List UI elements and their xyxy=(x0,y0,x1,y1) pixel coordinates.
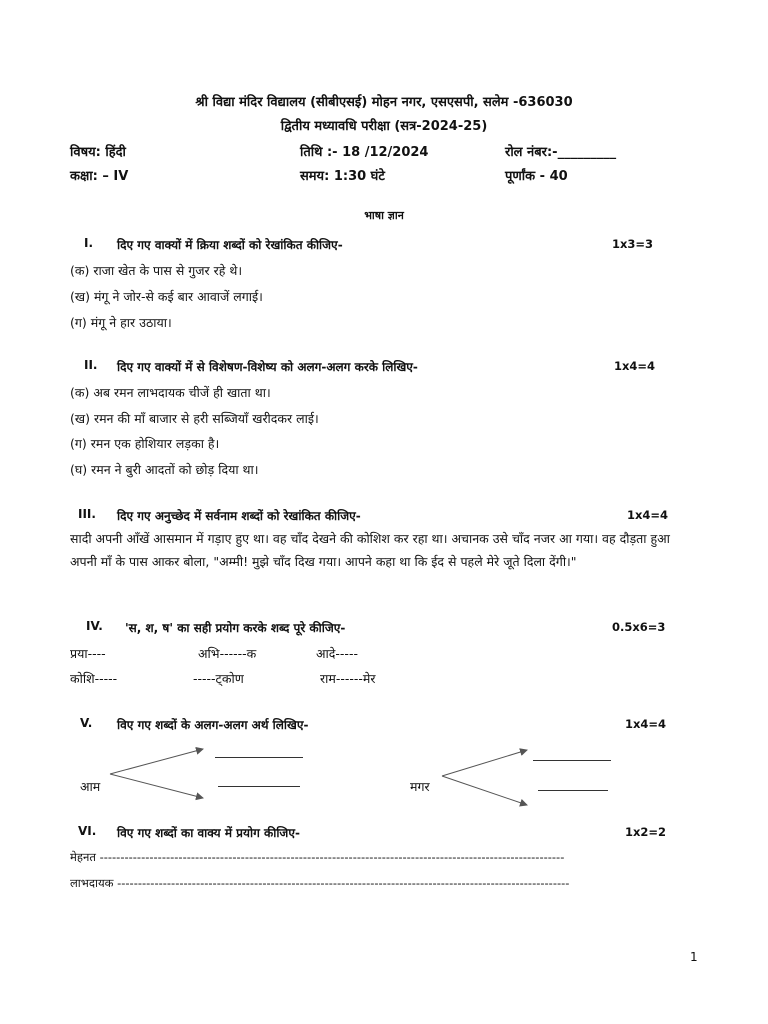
q5-word-1: आम xyxy=(80,779,101,794)
q3-number: III. xyxy=(78,507,96,521)
q5-word-2: मगर xyxy=(410,779,430,794)
q3-paragraph: सादी अपनी आँखें आसमान में गड़ाए हुए था। वह चाँद देखने की कोशिश कर रहा था। अचानक उसे चाँद नजर आ गया। वह दौड़ता हुआ अपनी माँ के पास आकर बोला, "अम्मी! मुझे चाँद दिख गया। आपने कहा था कि ईद से पहले मेरे जूते दिला देंगी।" xyxy=(70,531,670,569)
roll-number-label: रोल नंबर:-_________ xyxy=(505,145,617,160)
q4-word: राम------मेर xyxy=(320,671,376,686)
q5-title: विए गए शब्दों के अलग-अलग अर्थ लिखिए- xyxy=(117,718,309,732)
class-label: कक्षा: – IV xyxy=(70,169,129,184)
full-marks-label: पूर्णांक - 40 xyxy=(505,169,568,184)
arrow-line xyxy=(110,749,203,774)
q4-title: 'स, श, ष' का सही प्रयोग करके शब्द पूरे कीजिए- xyxy=(125,621,346,635)
q6-number: VI. xyxy=(78,824,97,838)
subject-label: विषय: हिंदी xyxy=(70,145,126,160)
q1-item: (ख) मंगू ने जोर-से कई बार आवाजें लगाई। xyxy=(70,289,263,304)
q2-title: दिए गए वाक्यों में से विशेषण-विशेष्य को अलग-अलग करके लिखिए- xyxy=(117,360,418,374)
q4-word: -----ट्कोण xyxy=(193,671,244,686)
answer-blank[interactable] xyxy=(218,786,300,787)
q2-number: II. xyxy=(84,358,98,372)
q1-title: दिए गए वाक्यों में क्रिया शब्दों को रेखांकित कीजिए- xyxy=(117,238,343,252)
q1-number: I. xyxy=(84,236,94,250)
q4-word: प्रया---- xyxy=(70,646,106,661)
q4-word: कोशि----- xyxy=(70,671,118,686)
q4-number: IV. xyxy=(86,619,103,633)
q6-title: विए गए शब्दों का वाक्य में प्रयोग कीजिए- xyxy=(117,826,300,840)
answer-blank[interactable] xyxy=(533,760,611,761)
arrow-line xyxy=(110,774,203,798)
q4-marks: 0.5x6=3 xyxy=(612,620,666,634)
exam-title: द्वितीय मध्यावधि परीक्षा (सत्र-2024-25) xyxy=(280,119,488,134)
answer-blank[interactable] xyxy=(215,757,303,758)
q2-marks: 1x4=4 xyxy=(614,359,656,373)
arrow-line xyxy=(442,750,527,776)
q4-word: आदे----- xyxy=(316,646,358,661)
q6-marks: 1x2=2 xyxy=(625,825,667,839)
q5-number: V. xyxy=(80,716,93,730)
school-name: श्री विद्या मंदिर विद्यालय (सीबीएसई) मोहन नगर, एसएसपी, सलेम -636030 xyxy=(195,95,573,110)
arrow-line xyxy=(442,776,527,805)
q4-word: अभि------क xyxy=(198,646,257,661)
q3-marks: 1x4=4 xyxy=(627,508,669,522)
q2-item: (घ) रमन ने बुरी आदतों को छोड़ दिया था। xyxy=(70,462,259,477)
date-label: तिथि :- 18 /12/2024 xyxy=(300,145,429,160)
q1-marks: 1x3=3 xyxy=(612,237,654,251)
q2-item: (ग) रमन एक होशियार लड़का है। xyxy=(70,436,220,451)
q2-item: (ख) रमन की माँ बाजार से हरी सब्जियाँ खरीदकर लाई। xyxy=(70,411,319,426)
q2-item: (क) अब रमन लाभदायक चीजें ही खाता था। xyxy=(70,385,271,400)
page-number: 1 xyxy=(690,950,698,964)
q3-title: दिए गए अनुच्छेद में सर्वनाम शब्दों को रेखांकित कीजिए- xyxy=(117,509,361,523)
q1-item: (ग) मंगू ने हार उठाया। xyxy=(70,315,172,330)
q1-item: (क) राजा खेत के पास से गुजर रहे थे। xyxy=(70,263,243,278)
time-label: समय: 1:30 घंटे xyxy=(300,169,385,184)
section-title: भाषा ज्ञान xyxy=(364,209,404,222)
q6-line-2[interactable]: लाभदायक ------------------------------------------------------------------------------------------------------------- xyxy=(70,876,570,890)
q6-line-1[interactable]: मेहनत ---------------------------------------------------------------------------------------------------------------- xyxy=(70,850,565,864)
answer-blank[interactable] xyxy=(538,790,608,791)
q5-marks: 1x4=4 xyxy=(625,717,667,731)
